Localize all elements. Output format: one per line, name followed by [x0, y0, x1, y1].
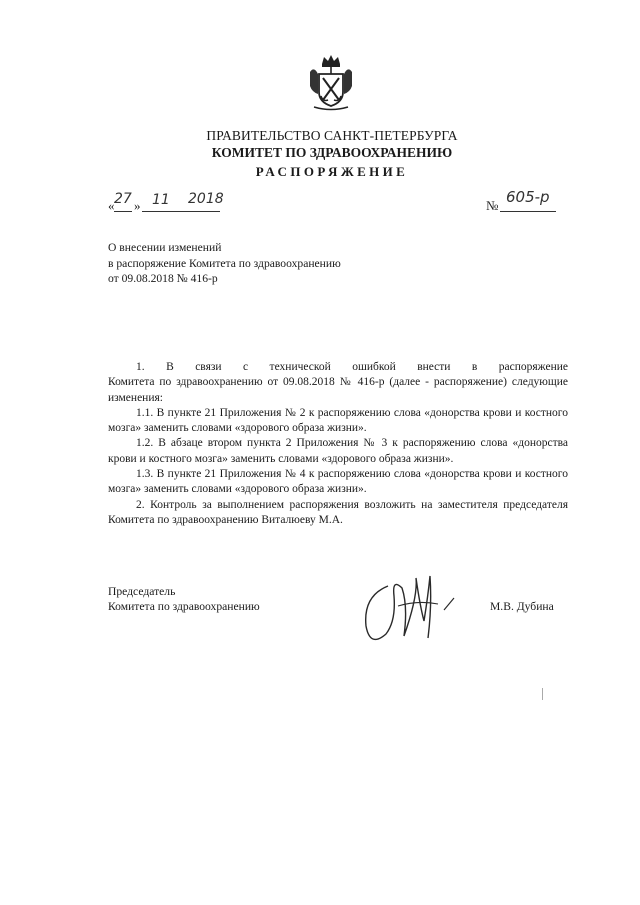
document-body	[108, 360, 568, 528]
paragraph-2: 2. Контроль за выполнением распоряжения возложить на заместителя председателя Комитета по здравоохранению Виталюеву М.А.	[108, 498, 568, 526]
date-month: 11	[152, 192, 170, 208]
order-number: 605-р	[506, 188, 550, 206]
month-year-underline	[142, 211, 220, 212]
subject-block	[108, 240, 341, 287]
scan-mark	[542, 688, 543, 700]
date-open-quote: «	[108, 198, 115, 213]
government-title: ПРАВИТЕЛЬСТВО САНКТ-ПЕТЕРБУРГА	[206, 128, 458, 143]
number-underline	[500, 211, 556, 212]
coat-of-arms-icon	[306, 52, 356, 112]
paragraph-1-first-line: 1. В связи с технической ошибкой внести в распоряжение	[136, 361, 568, 373]
subject-line: О внесении изменений	[108, 241, 222, 254]
paragraph-1-continuation: Комитета по здравоохранению от 09.08.2018 № 416-р (далее - распоряжение) следующие изменения:	[108, 376, 568, 404]
signatory-organization: Комитета по здравоохранению	[108, 600, 260, 614]
paragraph-1-2: 1.2. В абзаце втором пункта 2 Приложения № 3 к распоряжению слова «донорства крови и костного мозга» заменить словами «здорового образа жизни».	[108, 437, 568, 465]
signatory-title: Председатель	[108, 585, 176, 598]
committee-title: КОМИТЕТ ПО ЗДРАВООХРАНЕНИЮ	[211, 145, 453, 160]
date-close-quote: »	[134, 198, 141, 213]
paragraph-1-1: 1.1. В пункте 21 Приложения № 2 к распоряжению слова «донорства крови и костного мозга» заменить словами «здорового образа жизни».	[108, 406, 568, 435]
paragraph-1-3: 1.3. В пункте 21 Приложения № 4 к распоряжению слова «донорства крови и костного мозга» заменить словами «здорового образа жизни».	[108, 468, 568, 496]
subject-line: в распоряжение Комитета по здравоохранению	[108, 256, 341, 270]
signatory-name: М.В. Дубина	[490, 600, 554, 613]
subject-line: от 09.08.2018 № 416-р	[108, 272, 218, 285]
signatory-position	[108, 584, 260, 615]
number-label: №	[486, 198, 499, 213]
date-year: 2018	[188, 191, 224, 207]
handwritten-signature	[358, 566, 468, 656]
date-number-row	[108, 188, 568, 214]
date-day: 27	[114, 191, 132, 207]
document-type-title: РАСПОРЯЖЕНИЕ	[255, 164, 409, 179]
day-underline	[114, 211, 132, 212]
